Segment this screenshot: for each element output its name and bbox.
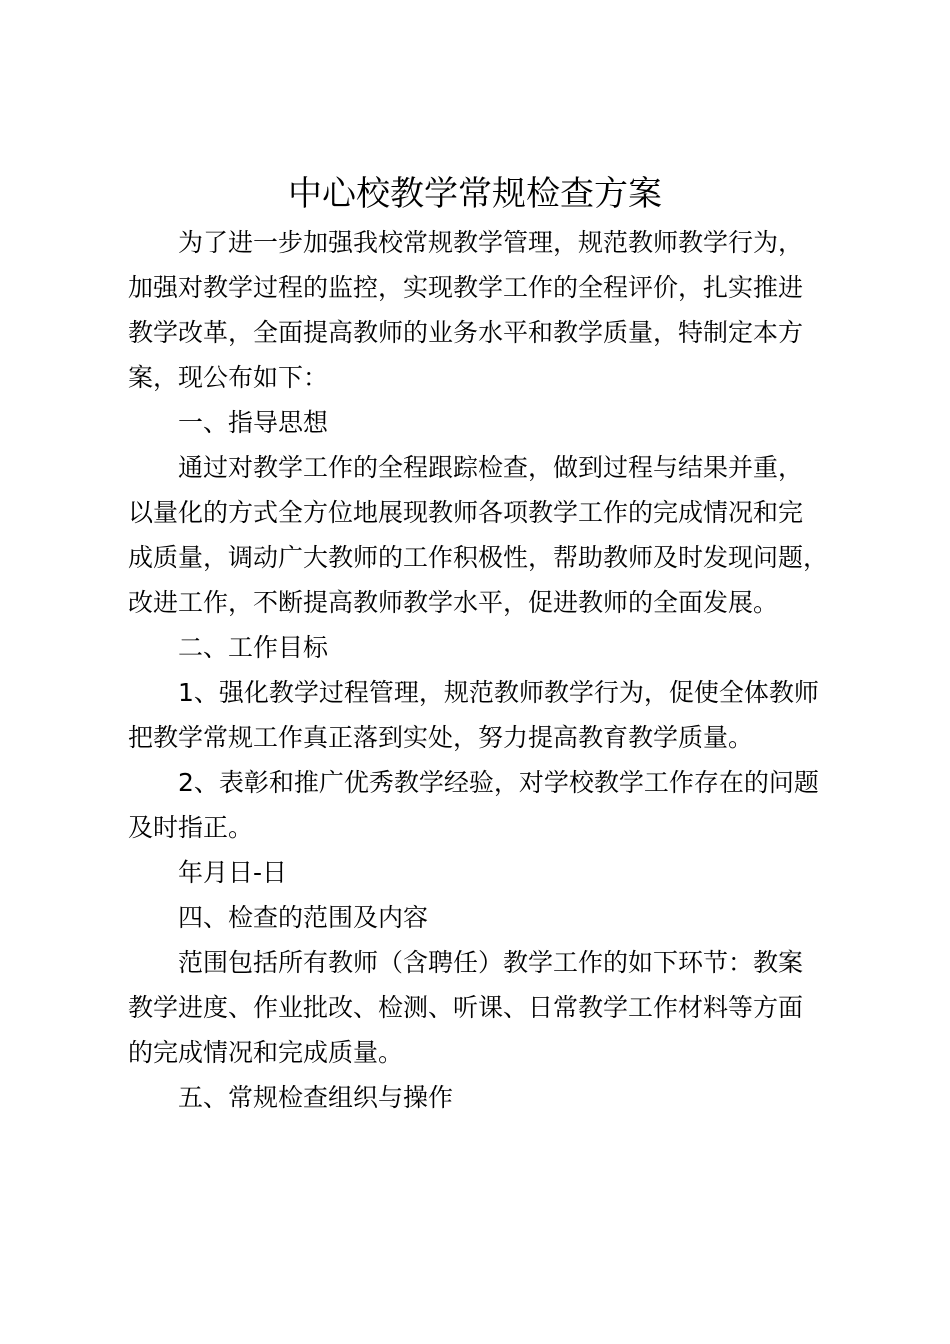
paragraph-line: 教学改革，全面提高教师的业务水平和教学质量，特制定本方 bbox=[128, 318, 804, 347]
paragraph-line: 2、表彰和推广优秀教学经验，对学校教学工作存在的问题 bbox=[178, 768, 819, 797]
section-heading: 四、检查的范围及内容 bbox=[178, 903, 429, 932]
section-heading: 一、指导思想 bbox=[178, 408, 329, 437]
paragraph-line: 加强对教学过程的监控，实现教学工作的全程评价，扎实推进 bbox=[128, 273, 804, 302]
paragraph-line: 1、强化教学过程管理，规范教师教学行为，促使全体教师 bbox=[178, 678, 819, 707]
paragraph-line: 年月日-日 bbox=[178, 858, 288, 887]
paragraph-line: 范围包括所有教师（含聘任）教学工作的如下环节：教案 bbox=[178, 948, 804, 977]
section-heading: 二、工作目标 bbox=[178, 633, 329, 662]
section-heading: 五、常规检查组织与操作 bbox=[178, 1083, 454, 1112]
document-title: 中心校教学常规检查方案 bbox=[288, 174, 662, 214]
paragraph-line: 教学进度、作业批改、检测、听课、日常教学工作材料等方面 bbox=[128, 993, 804, 1022]
paragraph-line: 的完成情况和完成质量。 bbox=[128, 1038, 404, 1067]
paragraph-line: 为了进一步加强我校常规教学管理，规范教师教学行为， bbox=[178, 228, 804, 257]
paragraph-line: 把教学常规工作真正落到实处，努力提高教育教学质量。 bbox=[128, 723, 754, 752]
paragraph-line: 成质量，调动广大教师的工作积极性，帮助教师及时发现问题， bbox=[128, 543, 829, 572]
paragraph-line: 通过对教学工作的全程跟踪检查，做到过程与结果并重， bbox=[178, 453, 804, 482]
paragraph-line: 案，现公布如下： bbox=[128, 363, 329, 392]
paragraph-line: 及时指正。 bbox=[128, 813, 254, 842]
paragraph-line: 以量化的方式全方位地展现教师各项教学工作的完成情况和完 bbox=[128, 498, 804, 527]
paragraph-line: 改进工作，不断提高教师教学水平，促进教师的全面发展。 bbox=[128, 588, 779, 617]
